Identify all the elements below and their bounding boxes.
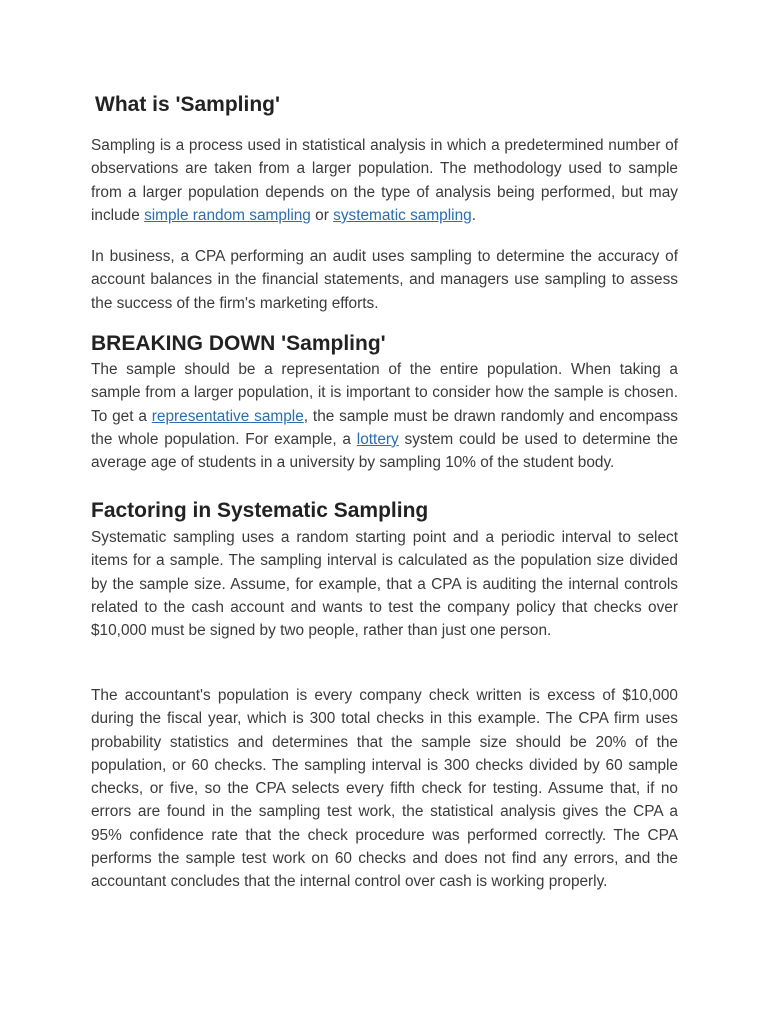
- link-simple-random-sampling[interactable]: simple random sampling: [144, 206, 311, 224]
- paragraph-text: or: [310, 206, 334, 224]
- link-representative-sample[interactable]: representative sample: [151, 407, 304, 425]
- section-title-factoring: Factoring in Systematic Sampling: [91, 499, 429, 522]
- paragraph-text: , the sample must be drawn randomly and encompass the whole population. For example, a: [91, 407, 678, 448]
- paragraph-systematic-sampling: Systematic sampling uses a random starting point and a periodic interval to select items for a sample. The sampling interval is calculated as the population size divided by the sample size. Assume, for example, that a CPA is auditing the internal controls related to the cash account and wants to test the company policy that checks over $10,000 must be signed by two people, rather than just one person.: [91, 529, 678, 640]
- link-lottery[interactable]: lottery: [356, 430, 399, 448]
- paragraph-breaking-down: [91, 358, 678, 474]
- section-title-breaking-down: BREAKING DOWN 'Sampling': [91, 332, 386, 355]
- paragraph-text: system could be used to determine the average age of students in a university by sampling 10% of the student body.: [91, 430, 678, 472]
- paragraph-text: The sample should be a representation of the entire population. When taking a sample from a larger population, it is important to consider how the sample is chosen. To get a: [91, 361, 678, 425]
- section-title-what-is: What is 'Sampling': [95, 93, 281, 116]
- link-systematic-sampling[interactable]: systematic sampling: [333, 206, 472, 224]
- paragraph-text: .: [471, 206, 476, 224]
- paragraph-accountant-population: The accountant's population is every company check written is excess of $10,000 during the fiscal year, which is 300 total checks in this example. The CPA firm uses probability statistics and determines that the sample size should be 20% of the population, or 60 checks. The sampling interval is 300 checks divided by 60 sample checks, or five, so the CPA selects every fifth check for testing. Assume that, if no errors are found in the sampling test work, the statistical analysis gives the CPA a 95% confidence rate that the check procedure was performed correctly. The CPA performs the sample test work on 60 checks and does not find any errors, and the accountant concludes that the internal control over cash is working properly.: [91, 687, 678, 891]
- paragraph-definition: [91, 134, 678, 227]
- paragraph-text: Sampling is a process used in statistical analysis in which a predetermined number of observations are taken from a larger population. The methodology used to sample from a larger population depends on the type of analysis being performed, but may include: [91, 137, 678, 224]
- paragraph-business: In business, a CPA performing an audit uses sampling to determine the accuracy of account balances in the financial statements, and managers use sampling to assess the success of the firm's marketing efforts.: [91, 248, 678, 312]
